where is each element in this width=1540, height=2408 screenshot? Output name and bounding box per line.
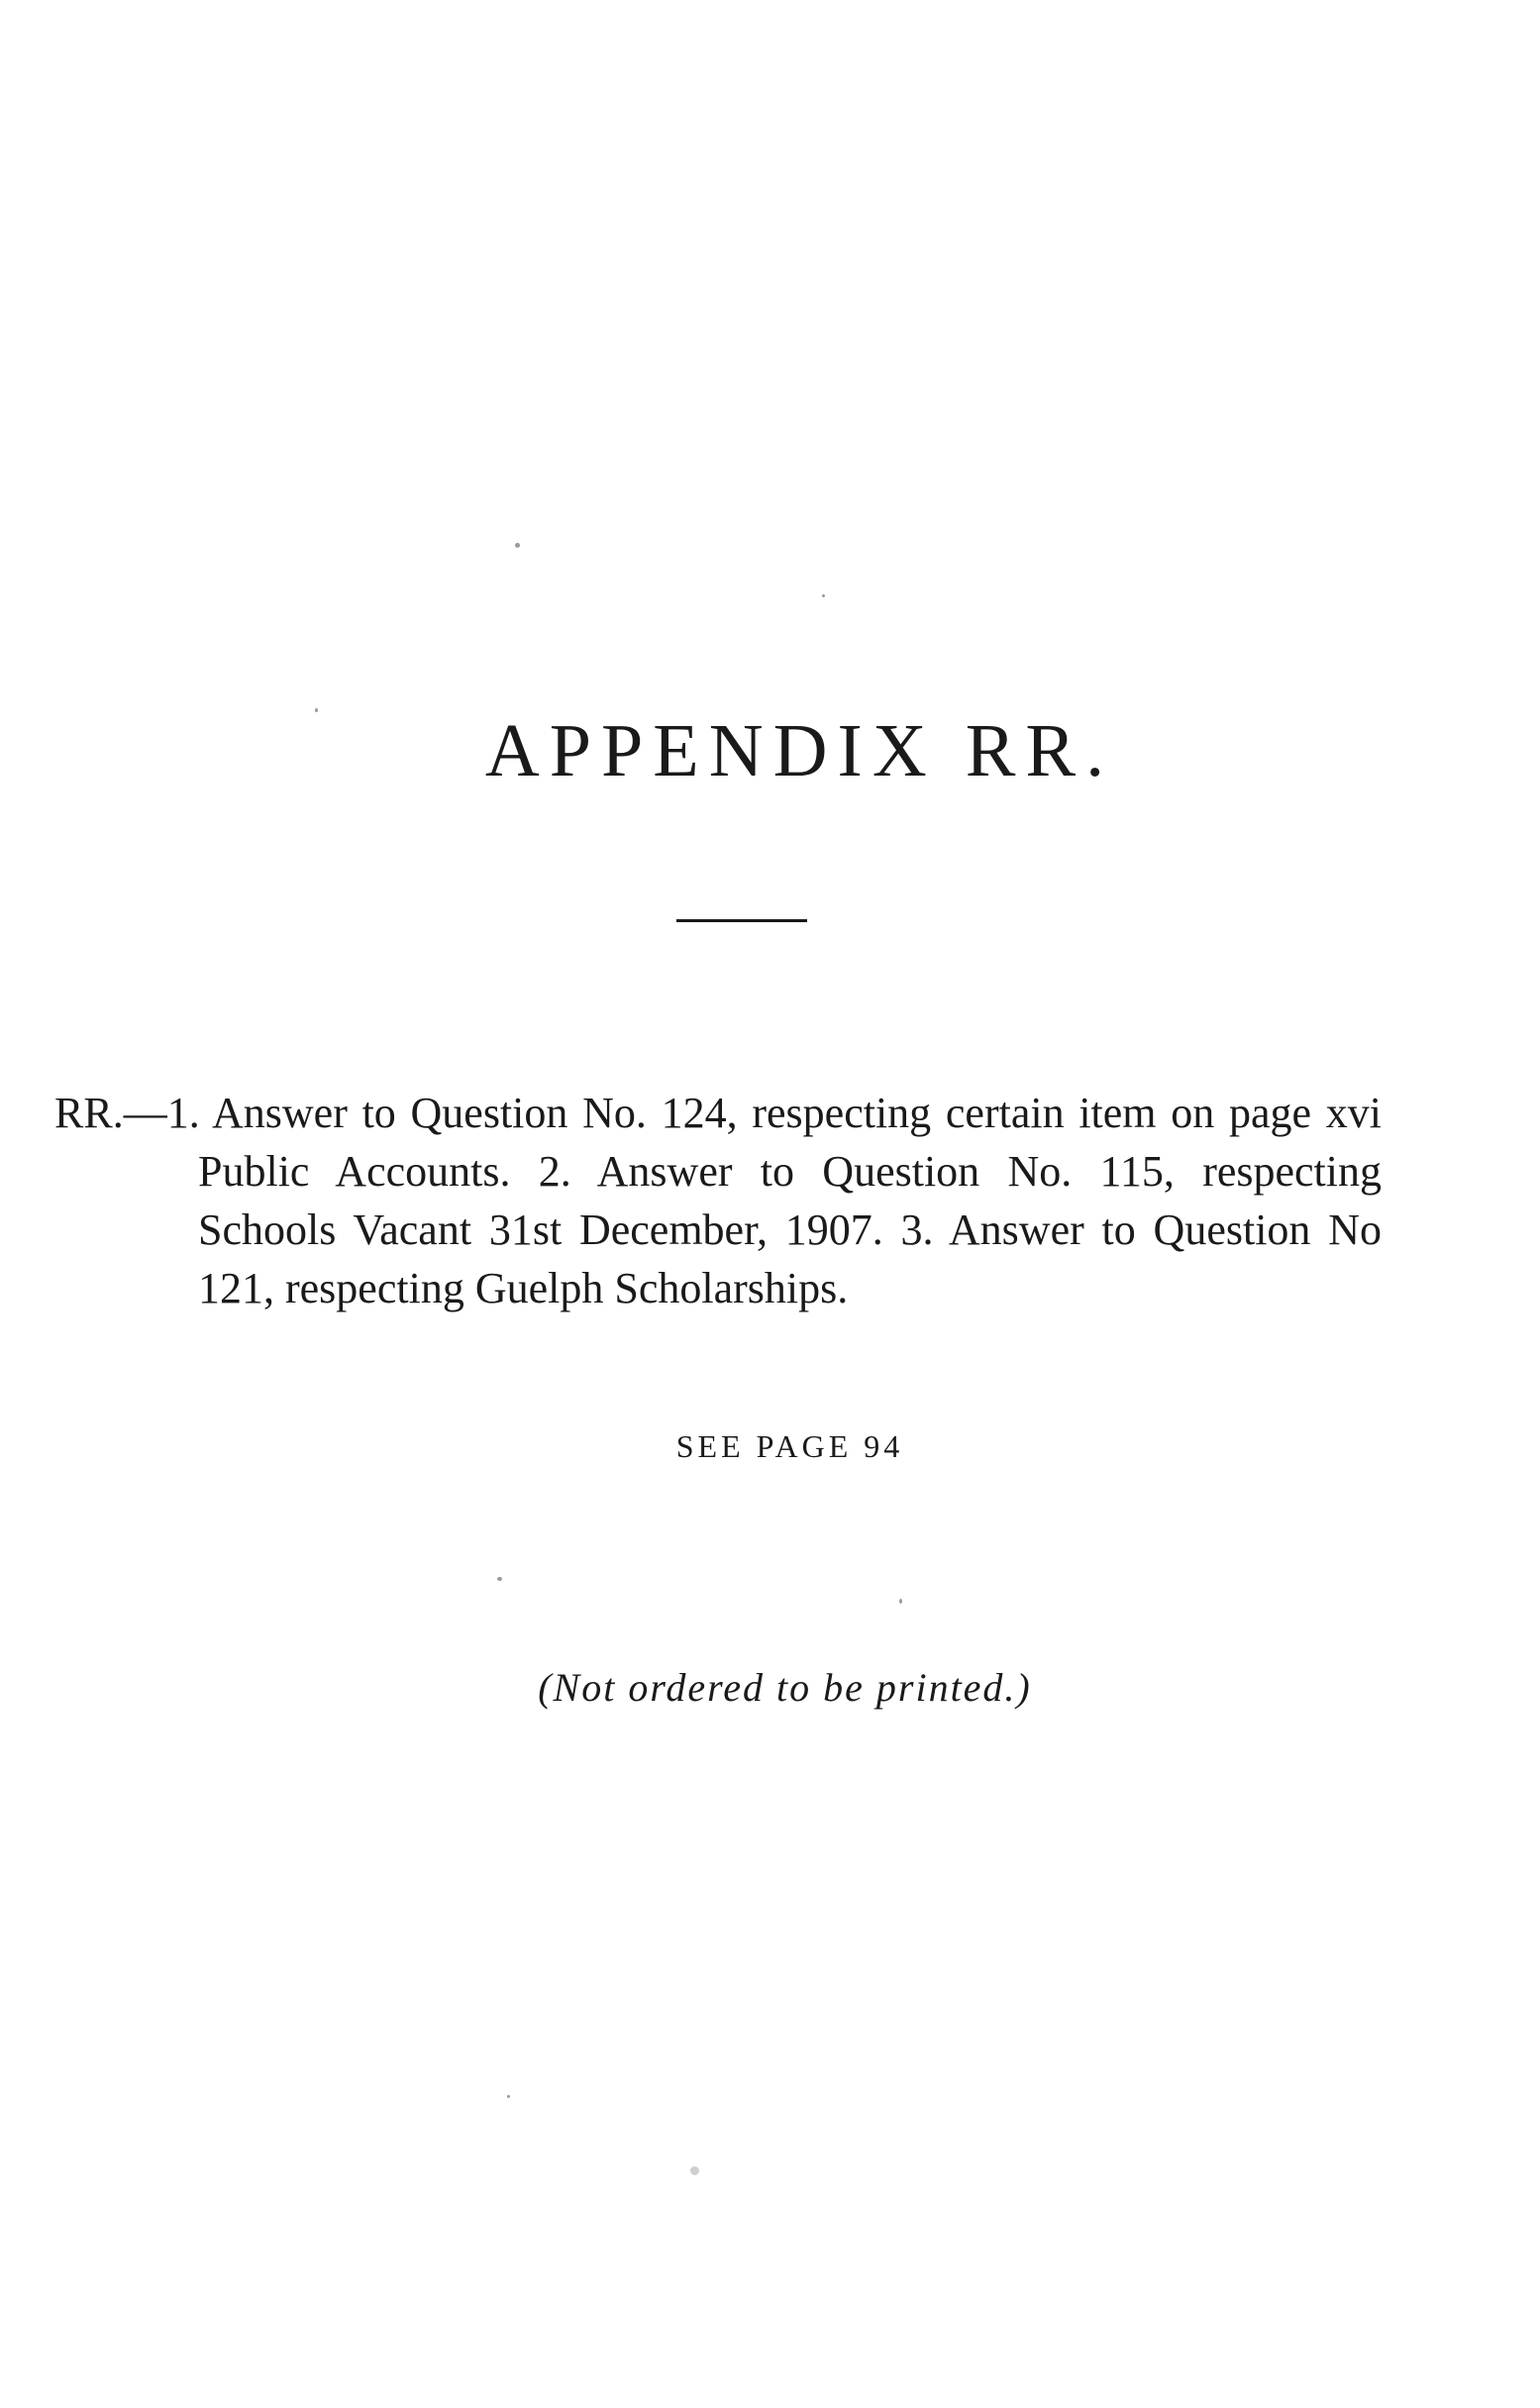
see-page-reference: SEE PAGE 94 [675,1428,904,1464]
not-printed-note: (Not ordered to be printed.) [538,1665,1032,1710]
appendix-entry: RR.—1. Answer to Question No. 124, respecting certain item on page xvi Public Accounts. 2. Answer to Question No. 115, respecting Schools Vacant 31st December, 1907. 3. Answer to Question No 121, respecting Guelph Scholarships. [54,1089,1382,1312]
scan-speck [690,2166,699,2175]
appendix-title: APPENDIX RR. [484,709,1115,792]
scan-speck [515,543,520,548]
scan-speck [497,1577,502,1581]
scan-speck [899,1599,902,1604]
scan-speck [315,708,318,712]
scan-speck [822,594,825,597]
title-divider [676,919,807,922]
scan-speck [507,2095,510,2098]
